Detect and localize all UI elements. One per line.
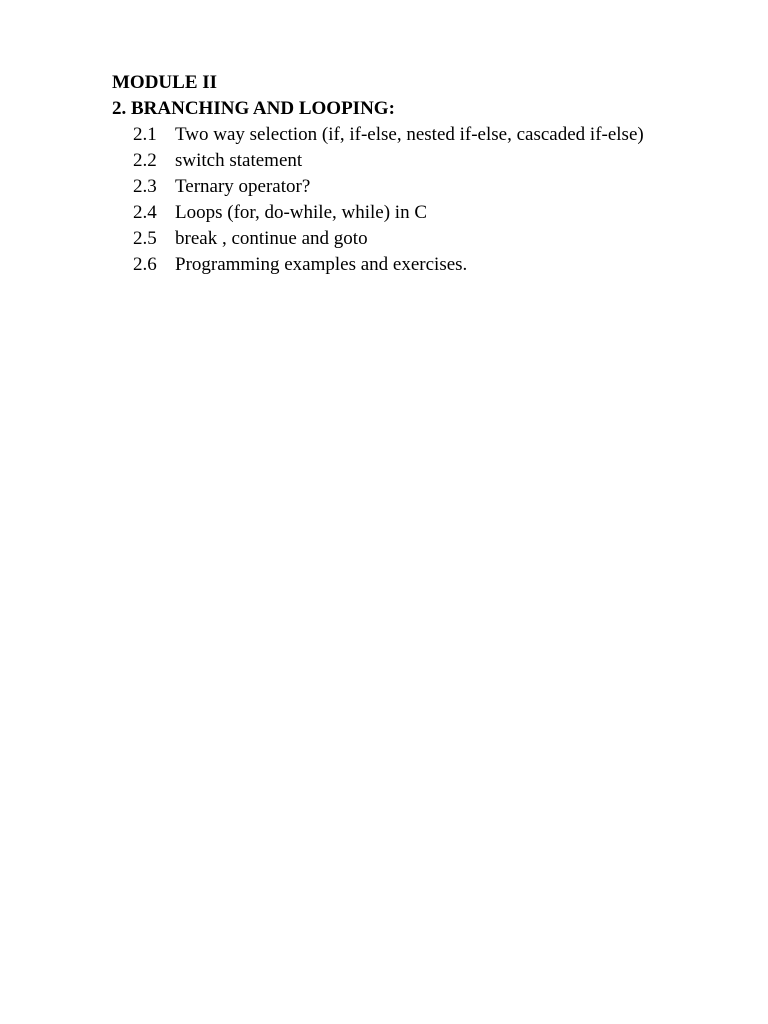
topic-list — [112, 122, 672, 278]
item-text: Loops (for, do-while, while) in C — [175, 202, 428, 223]
item-number: 2.4 — [133, 202, 157, 223]
item-number: 2.6 — [133, 254, 157, 275]
item-text: Ternary operator? — [175, 176, 311, 197]
item-number: 2.2 — [133, 150, 157, 171]
list-item — [112, 252, 672, 278]
item-text: switch statement — [175, 150, 303, 171]
list-item — [112, 200, 672, 226]
section-title: 2. BRANCHING AND LOOPING: — [112, 98, 395, 119]
document-content — [112, 70, 672, 278]
list-item — [112, 148, 672, 174]
item-text: Two way selection (if, if-else, nested if-else, cascaded if-else) — [175, 124, 644, 145]
item-number: 2.5 — [133, 228, 157, 249]
item-number: 2.3 — [133, 176, 157, 197]
module-title: MODULE II — [112, 72, 218, 93]
list-item — [112, 226, 672, 252]
item-text: Programming examples and exercises. — [175, 254, 468, 275]
item-text: break , continue and goto — [175, 228, 368, 249]
list-item — [112, 174, 672, 200]
list-item — [112, 122, 672, 148]
item-number: 2.1 — [133, 124, 157, 145]
